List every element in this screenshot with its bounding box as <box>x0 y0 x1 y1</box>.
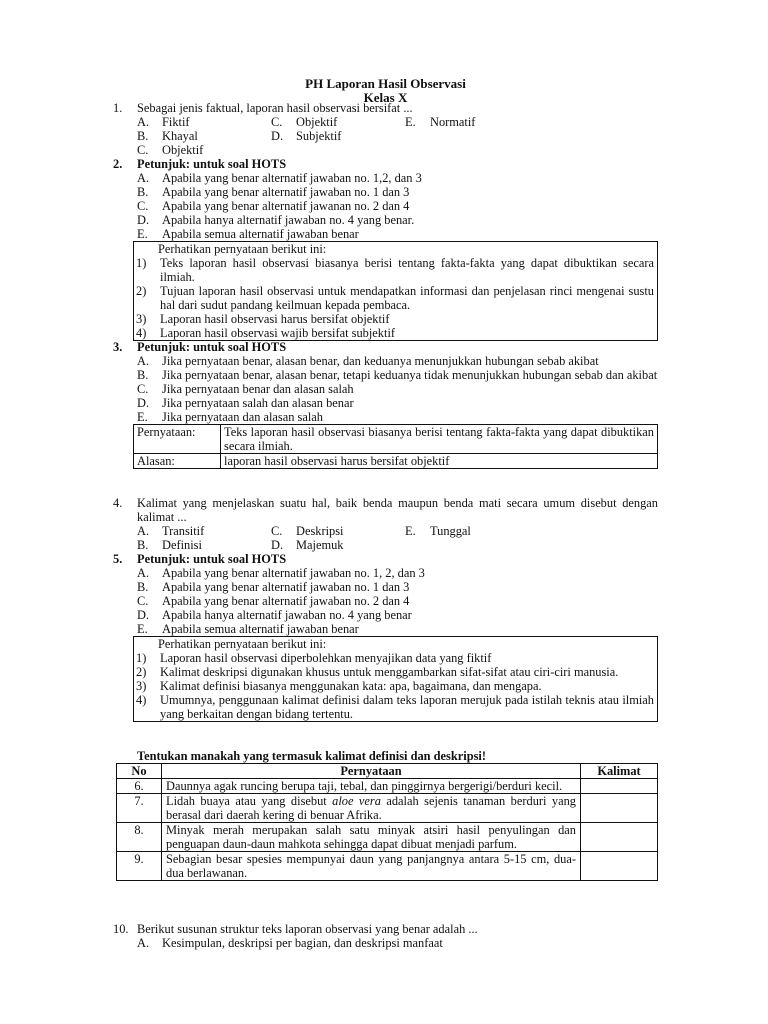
statement-item: 2) Kalimat deskripsi digunakan khusus untuk menggambarkan sifat-sifat atau ciri-ciri manusia. <box>136 665 619 679</box>
section-instruction: Tentukan manakah yang termasuk kalimat definisi dan deskripsi! <box>137 749 486 763</box>
row-statement: Daunnya agak runcing berupa taji, tebal, dan pinggirnya bergerigi/berduri kecil. <box>162 779 581 794</box>
question-heading: Petunjuk: untuk soal HOTS <box>137 340 287 354</box>
answer-cell[interactable] <box>581 823 658 852</box>
statement-box <box>133 636 658 722</box>
reason-row <box>134 454 658 469</box>
document-subtitle: Kelas X <box>363 90 408 105</box>
statement-box-header: Perhatikan pernyataan berikut ini: <box>158 242 327 256</box>
answer-cell[interactable] <box>581 779 658 794</box>
option-e: E. Apabila semua alternatif jawaban benar <box>137 622 359 636</box>
answer-cell[interactable] <box>581 852 658 881</box>
option-c: C. Objektif <box>271 115 338 129</box>
option-d: D. Majemuk <box>271 538 344 552</box>
question-number: 3. <box>113 340 123 354</box>
question-heading: Petunjuk: untuk soal HOTS <box>137 552 287 566</box>
italic-term: aloe vera <box>332 794 381 808</box>
option-c: C. Apabila yang benar alternatif jawaban no. 2 dan 4 <box>137 594 410 608</box>
question-text: Berikut susunan struktur teks laporan observasi yang benar adalah ... <box>137 922 478 936</box>
option-a: A. Apabila yang benar alternatif jawaban no. 1, 2, dan 3 <box>137 566 425 580</box>
table-header-row <box>117 764 658 779</box>
question-heading: Petunjuk: untuk soal HOTS <box>137 157 287 171</box>
question-3 <box>113 340 658 469</box>
option-c: C. Deskripsi <box>271 524 344 538</box>
statement-box <box>133 241 658 341</box>
option-d: D. Apabila hanya alternatif jawaban no. 4 yang benar <box>137 608 412 622</box>
statement-item: 4) Umumnya, penggunaan kalimat definisi dalam teks laporan merujuk pada istilah teknis atau ilmiah yang berkaitan dengan bidang tertentu. <box>136 693 654 721</box>
question-number: 5. <box>113 552 123 566</box>
question-2 <box>113 157 658 341</box>
row-statement: Lidah buaya atau yang disebut aloe vera adalah sejenis tanaman berduri yang berasal dari daerah kering di benuar Afrika. <box>162 794 581 823</box>
option-c: C. Apabila yang benar alternatif jawanan no. 2 dan 4 <box>137 199 410 213</box>
statement-item: 3) Kalimat definisi biasanya menggunakan kata: apa, bagaimana, dan mengapa. <box>136 679 542 693</box>
question-number: 2. <box>113 157 123 171</box>
option-b: B. Apabila yang benar alternatif jawaban no. 1 dan 3 <box>137 185 410 199</box>
reason-text: laporan hasil observasi harus bersifat objektif <box>221 454 658 469</box>
question-number: 10. <box>113 922 129 936</box>
statement-row <box>134 425 658 454</box>
classification-table <box>116 763 658 881</box>
option-e: E. Apabila semua alternatif jawaban benar <box>137 227 359 241</box>
option-e: E. Normatif <box>405 115 476 129</box>
row-number: 6. <box>117 779 162 794</box>
table-row <box>117 779 658 794</box>
table-row <box>117 794 658 823</box>
option-c-repeat: C. Objektif <box>137 143 204 157</box>
statement-item: 2) Tujuan laporan hasil observasi untuk mendapatkan informasi dan penjelasan rinci mengenai sustu hal dari sudut pandang keilmuan kepada pembaca. <box>136 284 654 312</box>
option-d: D. Jika pernyataan salah dan alasan benar <box>137 396 354 410</box>
option-d: D. Apabila hanya alternatif jawaban no. 4 yang benar. <box>137 213 415 227</box>
table-row <box>117 852 658 881</box>
statement-item: 4) Laporan hasil observasi wajib bersifat subjektif <box>136 326 396 340</box>
option-e: E. Jika pernyataan dan alasan salah <box>137 410 324 424</box>
option-a: A. Apabila yang benar alternatif jawaban no. 1,2, dan 3 <box>137 171 422 185</box>
option-b: B. Apabila yang benar alternatif jawaban no. 1 dan 3 <box>137 580 410 594</box>
reason-label: Alasan: <box>134 454 221 469</box>
column-header-statement: Pernyataan <box>162 764 581 779</box>
statement-text: Teks laporan hasil observasi biasanya berisi tentang fakta-fakta yang dapat dibuktikan secara ilmiah. <box>221 425 658 454</box>
document-title: PH Laporan Hasil Observasi <box>305 76 466 91</box>
classification-section <box>113 749 658 881</box>
table-row <box>117 823 658 852</box>
column-header-no: No <box>117 764 162 779</box>
question-text: Sebagai jenis faktual, laporan hasil observasi bersifat ... <box>137 101 413 115</box>
row-number: 7. <box>117 794 162 823</box>
question-10 <box>113 922 658 950</box>
question-1 <box>113 101 658 157</box>
statement-label: Pernyataan: <box>134 425 221 454</box>
question-number: 1. <box>113 101 123 115</box>
option-a: A. Fiktif <box>137 115 190 129</box>
column-header-sentence-type: Kalimat <box>581 764 658 779</box>
option-a: A. Transitif <box>137 524 205 538</box>
question-number: 4. <box>113 496 123 510</box>
option-e: E. Tunggal <box>405 524 471 538</box>
row-statement: Minyak merah merupakan salah satu minyak atsiri hasil penyulingan dan penguapan daun-daun mahkota sehingga dapat dibuat menjadi parfum. <box>162 823 581 852</box>
option-b: B. Jika pernyataan benar, alasan benar, tetapi keduanya tidak menunjukkan hubungan sebab dan akibat <box>137 368 658 382</box>
statement-item: 1) Laporan hasil observasi diperbolehkan menyajikan data yang fiktif <box>136 651 492 665</box>
row-statement: Sebagian besar spesies mempunyai daun yang panjangnya antara 5-15 cm, dua-dua berlawanan. <box>162 852 581 881</box>
statement-reason-table <box>133 424 658 469</box>
row-number: 9. <box>117 852 162 881</box>
option-d: D. Subjektif <box>271 129 342 143</box>
statement-item: 1) Teks laporan hasil observasi biasanya berisi tentang fakta-fakta yang dapat dibuktikan secara ilmiah. <box>136 256 654 284</box>
question-4 <box>113 496 658 552</box>
answer-cell[interactable] <box>581 794 658 823</box>
statement-item: 3) Laporan hasil observasi harus bersifat objektif <box>136 312 390 326</box>
option-b: B. Definisi <box>137 538 202 552</box>
question-5 <box>113 552 658 722</box>
option-b: B. Khayal <box>137 129 198 143</box>
option-a: A. Jika pernyataan benar, alasan benar, dan keduanya menunjukkan hubungan sebab akibat <box>137 354 599 368</box>
row-number: 8. <box>117 823 162 852</box>
option-c: C. Jika pernyataan benar dan alasan salah <box>137 382 354 396</box>
statement-box-header: Perhatikan pernyataan berikut ini: <box>158 637 327 651</box>
option-a: A. Kesimpulan, deskripsi per bagian, dan deskripsi manfaat <box>137 936 443 950</box>
question-text: Kalimat yang menjelaskan suatu hal, baik benda maupun benda mati secara umum disebut dengan kalimat ... <box>137 496 658 524</box>
